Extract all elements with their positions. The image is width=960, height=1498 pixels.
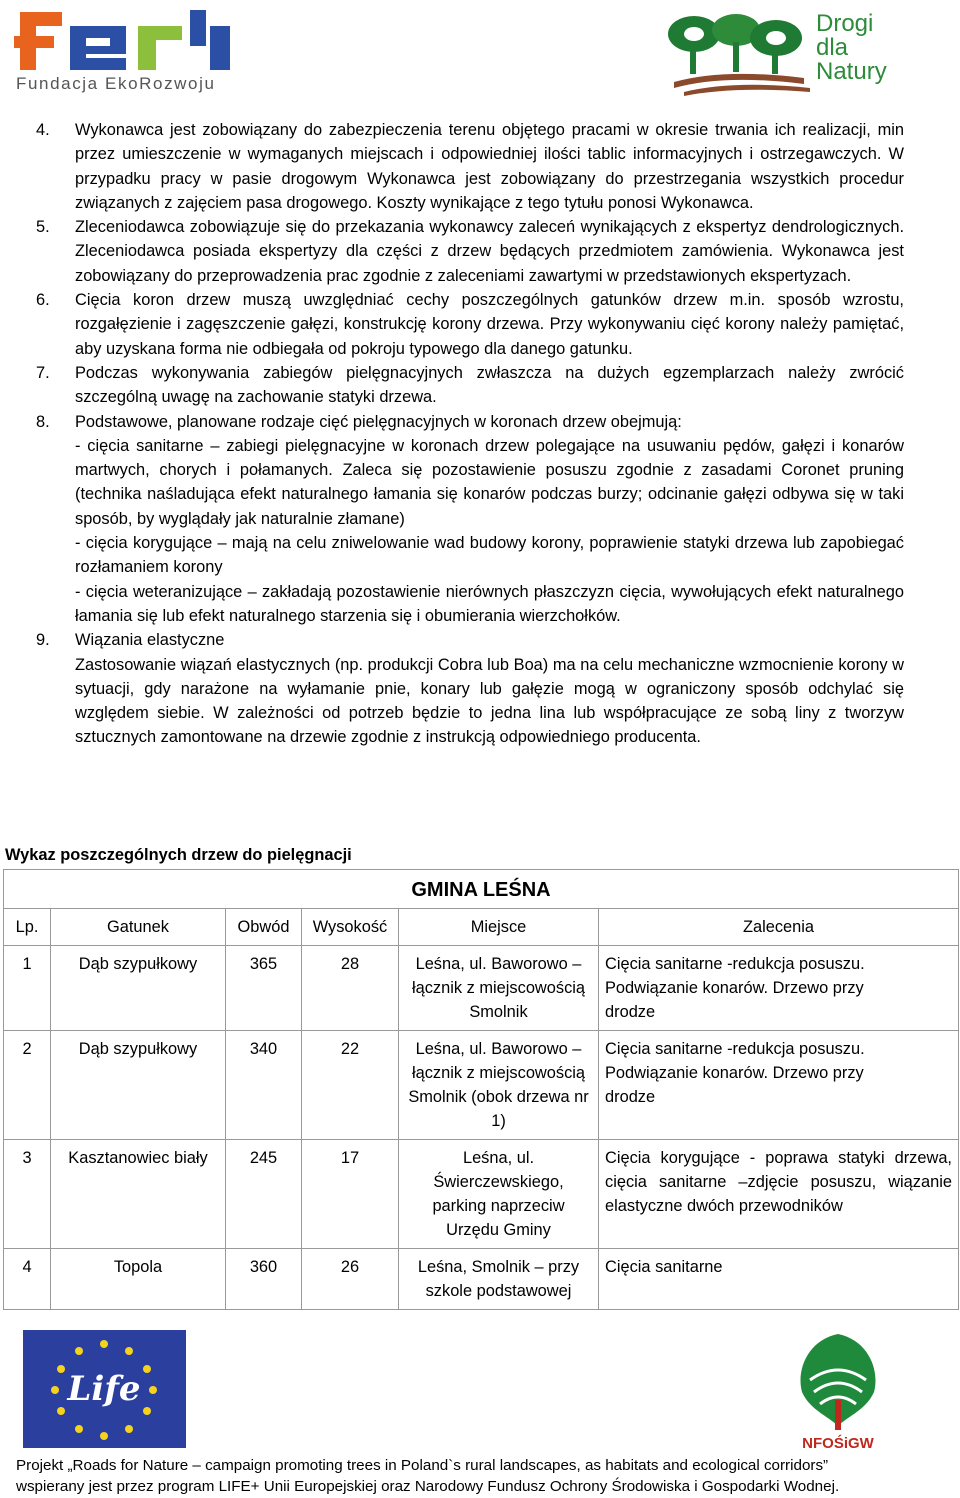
list-item-subtext: - cięcia weteranizujące – zakładają pozostawienie nierównych płaszczyzn cięcia, wywołujących efekt naturalnego łamania się lub efekt naturalnego starzenia się i obumierania wierzchołków. bbox=[75, 582, 904, 625]
list-item bbox=[36, 215, 904, 288]
drogi-logo-line: Natury bbox=[816, 58, 887, 85]
list-item-number: 6. bbox=[36, 291, 50, 310]
cell-location: Leśna, ul. Baworowo – łącznik z miejscowością Smolnik (obok drzewa nr 1) bbox=[399, 1031, 599, 1140]
nfos-logo-text: NFOŚiGW bbox=[802, 1435, 874, 1452]
cell-recommendation: Cięcia sanitarne -redukcja posuszu. Podwiązanie konarów. Drzewo przy drodze bbox=[599, 1031, 959, 1140]
eu-stars-icon bbox=[23, 1330, 186, 1448]
column-header: Obwód bbox=[226, 909, 302, 946]
column-header: Lp. bbox=[4, 909, 51, 946]
table-row bbox=[4, 1249, 959, 1310]
list-item-subtext: Zastosowanie wiązań elastycznych (np. produkcji Cobra lub Boa) ma na celu mechaniczne wzmocnienie korony w sytuacji, gdy narażone na wyłamanie pnie, konary lub gałęzie mogą w ograniczony sposób odchylać się względem siebie. W zależności od potrzeb będzie to jedna lina lub współpracujące ze sobą liny z tworzyw sztucznych zamontowane na drzewie zgodnie z instrukcją odpowiedniego producenta. bbox=[75, 655, 904, 747]
column-header: Gatunek bbox=[51, 909, 226, 946]
cell-lp: 2 bbox=[4, 1031, 51, 1140]
column-header: Zalecenia bbox=[599, 909, 959, 946]
list-item bbox=[36, 288, 904, 361]
cell-lp: 1 bbox=[4, 946, 51, 1031]
requirements-list bbox=[36, 118, 904, 750]
list-item-number: 9. bbox=[36, 631, 50, 650]
cell-species: Topola bbox=[51, 1249, 226, 1310]
gmina-title: GMINA LEŚNA bbox=[4, 870, 959, 909]
table-gmina-row bbox=[4, 870, 959, 909]
drogi-logo-text bbox=[816, 12, 887, 84]
cell-lp: 3 bbox=[4, 1140, 51, 1249]
cell-height: 26 bbox=[302, 1249, 399, 1310]
table-header-row bbox=[4, 909, 959, 946]
cell-recommendation: Cięcia sanitarne -redukcja posuszu. Podwiązanie konarów. Drzewo przy drodze bbox=[599, 946, 959, 1031]
list-item-number: 7. bbox=[36, 363, 50, 382]
cell-location: Leśna, ul. Świerczewskiego, parking naprzeciw Urzędu Gminy bbox=[399, 1140, 599, 1249]
list-item-number: 8. bbox=[36, 412, 50, 431]
list-item-text: Cięcia koron drzew muszą uwzględniać cechy poszczególnych gatunków drzew m.in. sposób wzrostu, rozgałęzienie i zagęszczenie gałęzi, konstrukcję korony drzewa. Przy wykonywaniu cięć korony należy pamiętać, aby uzyskana forma nie odbiegała od pokroju typowego dla danego gatunku. bbox=[75, 291, 904, 358]
trees-road-icon bbox=[664, 12, 814, 96]
table-row bbox=[4, 946, 959, 1031]
list-item-text: Podstawowe, planowane rodzaje cięć pielęgnacyjnych w koronach drzew obejmują: bbox=[75, 412, 682, 431]
list-item-text: Wykonawca jest zobowiązany do zabezpieczenia terenu objętego pracami w okresie trwania ich realizacji, min przez umieszczenie w wymaganych miejscach i odpowiedniej ilości tablic informacyjnych i ostrzegawczych. W przypadku pracy w pasie drogowym Wykonawca jest zobowiązany do przestrzegania wszystkich procedur związanych z zajęciem pasa drogowego. Koszty wynikające z tego tytułu ponosi Wykonawca. bbox=[75, 121, 904, 212]
table-row bbox=[4, 1140, 959, 1249]
list-item-subtext: - cięcia sanitarne – zabiegi pielęgnacyjne w koronach drzew polegające na usuwaniu pędów, gałęzi i konarów martwych, chorych i połamanych. Zaleca się pozostawienie posuszu zgodnie z zasadami Coronet pruning (technika naśladująca efekt naturalnego łamania się konarów podczas burzy; odcinanie gałęzi odbywa się w taki sposób, by wyglądały jak naturalnie złamane) bbox=[75, 436, 904, 528]
cell-location: Leśna, ul. Baworowo – łącznik z miejscowością Smolnik bbox=[399, 946, 599, 1031]
list-item-text: Zleceniodawca zobowiązuje się do przekazania wykonawcy zaleceń wynikających z ekspertyz dendrologicznych. Zleceniodawca posiada ekspertyzy dla części z drzew będących przedmiotem zamówienia. Wykonawca jest zobowiązany do przeprowadzenia prac zgodnie z zaleceniami zawartymi w przedstawionych ekspertyzach. bbox=[75, 218, 904, 285]
fundacja-ekorozwoju-logo bbox=[14, 6, 234, 96]
cell-girth: 340 bbox=[226, 1031, 302, 1140]
cell-species: Kasztanowiec biały bbox=[51, 1140, 226, 1249]
footer-text bbox=[16, 1455, 946, 1497]
cell-height: 28 bbox=[302, 946, 399, 1031]
cell-height: 17 bbox=[302, 1140, 399, 1249]
cell-girth: 365 bbox=[226, 946, 302, 1031]
cell-girth: 245 bbox=[226, 1140, 302, 1249]
table-row bbox=[4, 1031, 959, 1140]
column-header: Wysokość bbox=[302, 909, 399, 946]
cell-lp: 4 bbox=[4, 1249, 51, 1310]
cell-species: Dąb szypułkowy bbox=[51, 946, 226, 1031]
drogi-dla-natury-logo bbox=[664, 6, 904, 98]
trees-table bbox=[3, 869, 959, 1310]
footer-line: Projekt „Roads for Nature – campaign promoting trees in Poland`s rural landscapes, as habitats and ecological corridors” bbox=[16, 1457, 829, 1474]
list-item-subtext: - cięcia korygujące – mają na celu zniwelowanie wad budowy korony, poprawienie statyki drzewa lub zapobiegać rozłamaniem korony bbox=[75, 534, 904, 577]
cell-recommendation: Cięcia sanitarne bbox=[599, 1249, 959, 1310]
drogi-logo-line: Drogi bbox=[816, 10, 874, 37]
page-header bbox=[0, 0, 960, 105]
list-item-text: Podczas wykonywania zabiegów pielęgnacyjnych zwłaszcza na dużych egzemplarzach należy zwrócić szczególną uwagę na zachowanie statyki drzewa. bbox=[75, 363, 904, 407]
eu-life-logo bbox=[23, 1330, 186, 1448]
list-item-text: Wiązania elastyczne bbox=[75, 631, 225, 650]
footer-line: wspierany jest przez program LIFE+ Unii Europejskiej oraz Narodowy Fundusz Ochrony Środowiska i Gospodarki Wodnej. bbox=[16, 1478, 840, 1495]
nfosigw-logo bbox=[788, 1330, 888, 1452]
list-item-number: 4. bbox=[36, 121, 50, 139]
fer-letters-graphic bbox=[14, 6, 234, 70]
cell-species: Dąb szypułkowy bbox=[51, 1031, 226, 1140]
nfos-tree-icon bbox=[788, 1330, 888, 1452]
cell-recommendation: Cięcia korygujące - poprawa statyki drzewa, cięcia sanitarne –zdjęcie posuszu, wiązanie elastyczne dwóch przewodników bbox=[599, 1140, 959, 1249]
column-header: Miejsce bbox=[399, 909, 599, 946]
list-item-number: 5. bbox=[36, 218, 50, 237]
list-item bbox=[36, 118, 904, 215]
cell-girth: 360 bbox=[226, 1249, 302, 1310]
cell-location: Leśna, Smolnik – przy szkole podstawowej bbox=[399, 1249, 599, 1310]
drogi-logo-line: dla bbox=[816, 34, 849, 61]
list-item bbox=[36, 361, 904, 410]
life-logo-text: Life bbox=[67, 1369, 141, 1409]
list-item bbox=[36, 628, 904, 749]
list-item bbox=[36, 410, 904, 629]
fundacja-logo-text: Fundacja EkoRozwoju bbox=[16, 74, 216, 93]
cell-height: 22 bbox=[302, 1031, 399, 1140]
footer-logos bbox=[0, 1326, 960, 1450]
table-caption: Wykaz poszczególnych drzew do pielęgnacji bbox=[5, 846, 352, 864]
